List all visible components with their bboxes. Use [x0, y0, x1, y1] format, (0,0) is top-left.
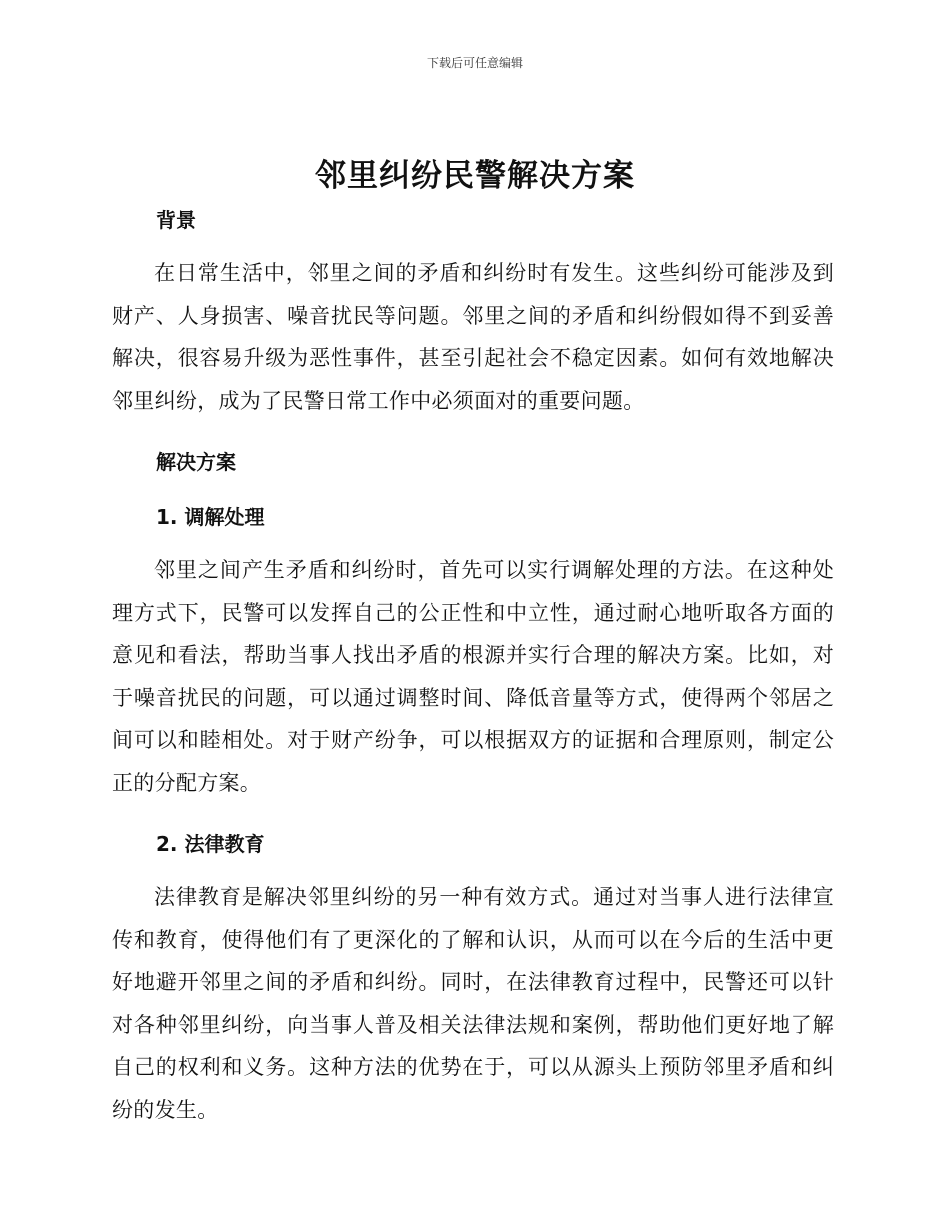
paragraph-legal-education: 法律教育是解决邻里纠纷的另一种有效方式。通过对当事人进行法律宣传和教育，使得他们有了更深化的了解和认识，从而可以在今后的生活中更好地避开邻里之间的矛盾和纠纷。同时，在法律教育过程中，民警还可以针对各种邻里纠纷，向当事人普及相关法律法规和案例，帮助他们更好地了解自己的权利和义务。这种方法的优势在于，可以从源头上预防邻里矛盾和纠纷的发生。 — [112, 885, 834, 1122]
paragraph-mediation: 邻里之间产生矛盾和纠纷时，首先可以实行调解处理的方法。在这种处理方式下，民警可以发挥自己的公正性和中立性，通过耐心地听取各方面的意见和看法，帮助当事人找出矛盾的根源并实行合理的解决方案。比如，对于噪音扰民的问题，可以通过调整时间、降低音量等方式，使得两个邻居之间可以和睦相处。对于财产纷争，可以根据双方的证据和合理原则，制定公正的分配方案。 — [112, 558, 834, 795]
subheading-mediation: 1. 调解处理 — [156, 505, 265, 529]
paragraph-background: 在日常生活中，邻里之间的矛盾和纠纷时有发生。这些纠纷可能涉及到财产、人身损害、噪音扰民等问题。邻里之间的矛盾和纠纷假如得不到妥善解决，很容易升级为恶性事件，甚至引起社会不稳定因素。如何有效地解决邻里纠纷，成为了民警日常工作中必须面对的重要问题。 — [112, 261, 834, 413]
document-body — [112, 200, 834, 1131]
section-heading-background: 背景 — [156, 208, 196, 232]
subheading-legal-education: 2. 法律教育 — [156, 832, 265, 856]
section-heading-solutions: 解决方案 — [156, 450, 236, 474]
document-title: 邻里纠纷民警解决方案 — [315, 158, 635, 194]
header-note: 下载后可任意编辑 — [426, 56, 523, 70]
